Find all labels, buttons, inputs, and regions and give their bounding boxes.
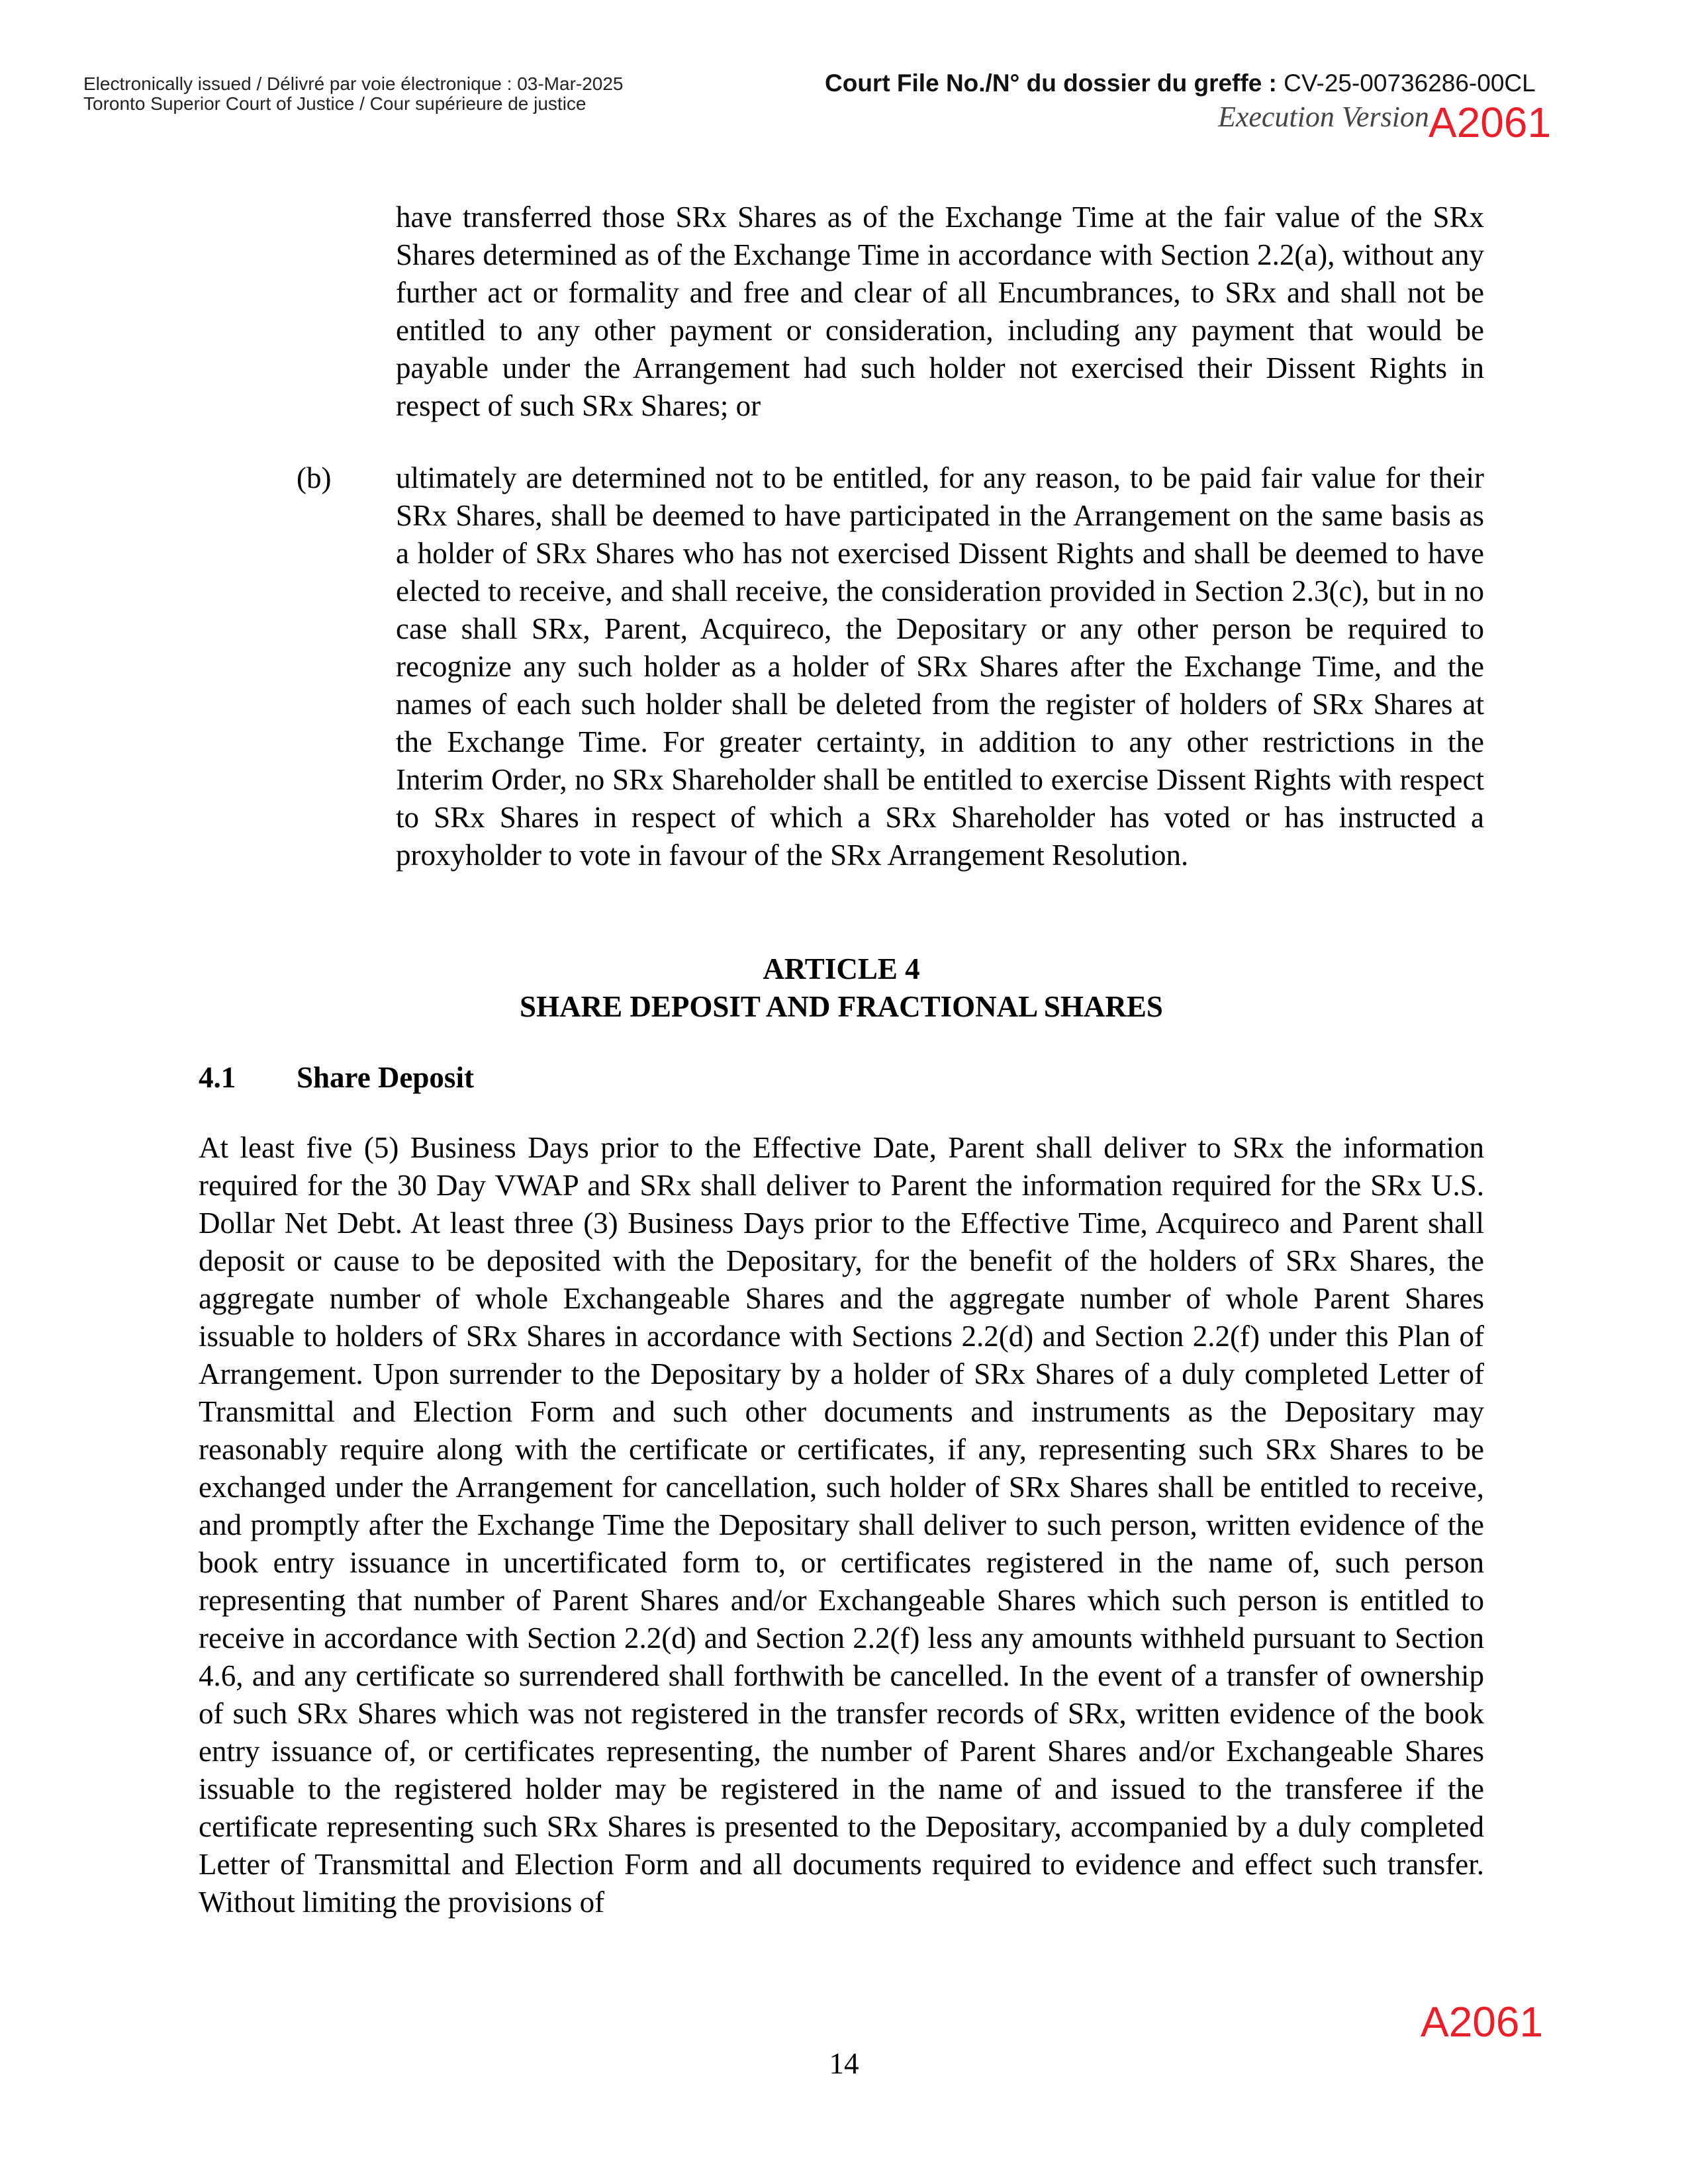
- item-b-text: ultimately are determined not to be entitled, for any reason, to be paid fair value for their SRx Shares, shall be deemed to have participated in the Arrangement on the same basis as a holder of SRx Shares who has not exercised Dissent Rights and shall be deemed to have elected to receive, and shall receive, the consideration provided in Section 2.3(c), but in no case shall SRx, Parent, Acquireco, the Depositary or any other person be required to recognize any such holder as a holder of SRx Shares after the Exchange Time, and the names of each such holder shall be deleted from the register of holders of SRx Shares at the Exchange Time. For greater certainty, in addition to any other restrictions in the Interim Order, no SRx Shareholder shall be entitled to exercise Dissent Rights with respect to SRx Shares in respect of which a SRx Shareholder has voted or has instructed a proxyholder to vote in favour of the SRx Arrangement Resolution.: [396, 461, 1484, 872]
- issued-line-1: Electronically issued / Délivré par voie électronique : 03-Mar-2025: [83, 73, 624, 94]
- section-paragraph: At least five (5) Business Days prior to the Effective Date, Parent shall deliver to SRx the information required for the 30 Day VWAP and SRx shall deliver to Parent the information required for the SRx U.S. Dollar Net Debt. At least three (3) Business Days prior to the Effective Time, Acquireco and Parent shall deposit or cause to be deposited with the Depositary, for the benefit of the holders of SRx Shares, the aggregate number of whole Exchangeable Shares and the aggregate number of whole Parent Shares issuable to holders of SRx Shares in accordance with Sections 2.2(d) and Section 2.2(f) under this Plan of Arrangement. Upon surrender to the Depositary by a holder of SRx Shares of a duly completed Letter of Transmittal and Election Form and such other documents and instruments as the Depositary may reasonably require along with the certificate or certificates, if any, representing such SRx Shares to be exchanged under the Arrangement for cancellation, such holder of SRx Shares shall be entitled to receive, and promptly after the Exchange Time the Depositary shall deliver to such person, written evidence of the book entry issuance in uncertificated form to, or certificates registered in the name of, such person representing that number of Parent Shares and/or Exchangeable Shares which such person is entitled to receive in accordance with Section 2.2(d) and Section 2.2(f) less any amounts withheld pursuant to Section 4.6, and any certificate so surrendered shall forthwith be cancelled. In the event of a transfer of ownership of such SRx Shares which was not registered in the transfer records of SRx, written evidence of the book entry issuance of, or certificates representing, the number of Parent Shares and/or Exchangeable Shares issuable to the registered holder may be registered in the name of and issued to the transferee if the certificate representing such SRx Shares is presented to the Depositary, accompanied by a duly completed Letter of Transmittal and Election Form and all documents required to evidence and effect such transfer. Without limiting the provisions of: [199, 1131, 1484, 1919]
- court-file-number-stamp: [825, 69, 1536, 98]
- page-number: 14: [829, 2047, 859, 2080]
- article-title: SHARE DEPOSIT AND FRACTIONAL SHARES: [520, 990, 1163, 1023]
- issued-line-2: Toronto Superior Court of Justice / Cour supérieure de justice: [83, 93, 586, 114]
- court-file-number: CV-25-00736286-00CL: [1284, 69, 1536, 97]
- section-title: Share Deposit: [297, 1061, 474, 1094]
- exhibit-stamp-bottom: A2061: [1421, 1998, 1544, 2046]
- article-number: ARTICLE 4: [763, 952, 920, 985]
- article-heading: [199, 950, 1484, 1026]
- exhibit-stamp-top: A2061: [1429, 99, 1552, 146]
- section-number: 4.1: [199, 1061, 236, 1094]
- item-b-label: (b): [297, 461, 332, 494]
- court-file-label: Court File No./N° du dossier du greffe :: [825, 69, 1277, 97]
- electronic-issue-stamp: [83, 74, 624, 114]
- execution-version-label: Execution Version: [1218, 101, 1429, 133]
- continuation-paragraph: have transferred those SRx Shares as of the Exchange Time at the fair value of the SRx Shares determined as of the Exchange Time in accordance with Section 2.2(a), without any further act or formality and free and clear of all Encumbrances, to SRx and shall not be entitled to any other payment or consideration, including any payment that would be payable under the Arrangement had such holder not exercised their Dissent Rights in respect of such SRx Shares; or: [396, 201, 1484, 422]
- section-heading: [199, 1059, 474, 1097]
